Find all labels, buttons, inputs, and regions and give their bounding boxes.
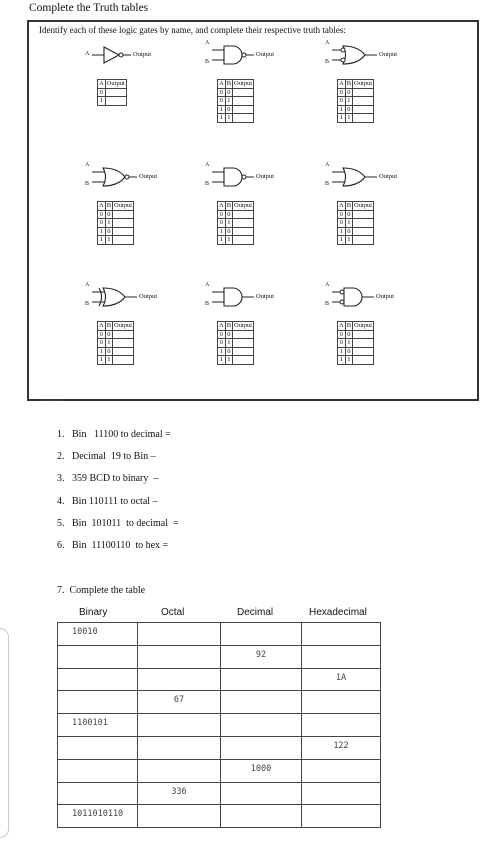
column-header-binary: Binary: [79, 607, 108, 618]
truth-table-row: 1 1: [338, 236, 374, 245]
output-cell[interactable]: [233, 219, 254, 228]
input-b-label: B: [205, 59, 210, 65]
octal-cell[interactable]: [138, 736, 221, 759]
table-row: [58, 714, 381, 737]
truth-table-row: 1 0: [218, 347, 254, 356]
conversion-table-title: 7. Complete the table: [57, 585, 146, 596]
truth-table-row: 0 1: [98, 219, 134, 228]
truth-table-header: A B Output: [339, 80, 373, 88]
output-cell[interactable]: [113, 339, 134, 348]
truth-table-row: 1 0: [338, 227, 374, 236]
truth-table-row: 0 0: [218, 210, 254, 219]
hexadecimal-cell[interactable]: [302, 759, 381, 782]
input-a-label: A: [205, 282, 210, 288]
gates-instruction: Identify each of these logic gates by name, and complete their respective truth tables:: [39, 25, 346, 35]
truth-table-row: 1 1: [98, 356, 134, 365]
input-a-label: A: [205, 162, 210, 168]
truth-table-row: 0 0: [338, 330, 374, 339]
truth-table: [217, 79, 254, 123]
output-label: Output: [133, 51, 152, 58]
truth-table-header: A B Output: [219, 80, 253, 88]
truth-table-row: 0 0: [98, 210, 134, 219]
input-a-label: A: [325, 162, 330, 168]
truth-table: [217, 321, 254, 365]
truth-table-header: A B Output: [339, 202, 373, 210]
truth-table: [217, 201, 254, 245]
or-gate-icon: [326, 167, 386, 187]
truth-table-row: 0 1: [98, 339, 134, 348]
output-label: Output: [256, 173, 275, 180]
output-cell[interactable]: [353, 227, 374, 236]
truth-table-header: A B Output: [339, 322, 373, 330]
nor-gate-icon: [86, 167, 146, 187]
output-cell[interactable]: [353, 210, 374, 219]
output-cell[interactable]: [113, 210, 134, 219]
decimal-cell[interactable]: 92: [221, 645, 302, 668]
output-label: Output: [376, 293, 395, 300]
input-b-label: B: [85, 181, 90, 187]
truth-table-row: 0 1: [218, 339, 254, 348]
input-b-label: B: [325, 301, 330, 307]
binary-cell[interactable]: [58, 691, 138, 714]
output-label: Output: [139, 173, 158, 180]
output-cell[interactable]: [353, 347, 374, 356]
input-b-label: B: [325, 59, 330, 65]
truth-table-row: 0 0: [218, 88, 254, 97]
input-b-label: B: [325, 181, 330, 187]
truth-table-row: 0 1: [338, 97, 374, 106]
truth-table: [97, 79, 127, 106]
hexadecimal-cell[interactable]: [302, 714, 381, 737]
output-cell[interactable]: [113, 330, 134, 339]
output-cell[interactable]: [233, 330, 254, 339]
octal-cell[interactable]: [138, 759, 221, 782]
truth-table-row: 0 0: [338, 88, 374, 97]
output-label: Output: [139, 293, 158, 300]
question-item: 1. Bin 11100 to decimal =: [57, 429, 171, 440]
input-b-label: B: [85, 301, 90, 307]
output-cell[interactable]: [353, 339, 374, 348]
output-cell[interactable]: [113, 356, 134, 365]
output-cell[interactable]: [353, 88, 374, 97]
output-label: Output: [256, 51, 275, 58]
truth-table-header: A B Output: [219, 202, 253, 210]
truth-table-row: 1 1: [218, 114, 254, 123]
truth-table: [97, 201, 134, 245]
hexadecimal-cell[interactable]: [302, 645, 381, 668]
input-a-label: A: [85, 51, 90, 57]
question-item: 4. Bin 110111 to octal –: [57, 495, 158, 507]
faded-marks: ·· ·····: [40, 398, 64, 404]
output-cell[interactable]: [353, 105, 374, 114]
decimal-cell[interactable]: [221, 714, 302, 737]
output-cell[interactable]: [353, 97, 374, 106]
truth-table: [337, 201, 374, 245]
truth-table-header: A Output: [99, 80, 125, 88]
binary-cell[interactable]: 1011010110: [58, 805, 138, 828]
input-a-label: A: [325, 40, 330, 46]
truth-table-header: A B Output: [99, 322, 133, 330]
octal-cell[interactable]: [138, 645, 221, 668]
output-label: Output: [256, 293, 275, 300]
table-row: [58, 759, 381, 782]
output-cell[interactable]: [233, 105, 254, 114]
binary-cell[interactable]: [58, 782, 138, 805]
output-cell[interactable]: [113, 219, 134, 228]
output-cell[interactable]: [353, 356, 374, 365]
truth-table-header: A B Output: [99, 202, 133, 210]
truth-table: [337, 321, 374, 365]
binary-cell[interactable]: [58, 759, 138, 782]
xor-gate-icon: [86, 287, 146, 307]
binary-cell[interactable]: 10010: [58, 623, 138, 646]
truth-table-row: 1 1: [218, 356, 254, 365]
column-header-octal: Octal: [161, 607, 185, 618]
decimal-cell[interactable]: [221, 668, 302, 691]
table-row: [58, 645, 381, 668]
output-label: Output: [379, 51, 398, 58]
truth-table-row: 0 1: [338, 339, 374, 348]
page-heading: Complete the Truth tables: [29, 2, 149, 14]
table-row: [58, 736, 381, 759]
question-item: 5. Bin 101011 to decimal =: [57, 517, 179, 529]
octal-cell[interactable]: [138, 714, 221, 737]
conversion-table: [57, 622, 381, 828]
output-cell[interactable]: [353, 236, 374, 245]
truth-table-row: 0 1: [338, 219, 374, 228]
table-row: [58, 623, 381, 646]
output-cell[interactable]: [233, 227, 254, 236]
table-row: [58, 805, 381, 828]
hexadecimal-cell[interactable]: [302, 623, 381, 646]
output-cell[interactable]: [113, 236, 134, 245]
truth-table-row: 0 1: [218, 97, 254, 106]
input-a-label: A: [205, 40, 210, 46]
output-cell[interactable]: [233, 356, 254, 365]
binary-cell[interactable]: [58, 736, 138, 759]
truth-table-row: 1 0: [218, 105, 254, 114]
logic-gates-panel: [27, 20, 479, 401]
question-item: 2. Decimal 19 to Bin –: [57, 451, 156, 463]
truth-table: [97, 321, 134, 365]
octal-cell[interactable]: 336: [138, 782, 221, 805]
hexadecimal-cell[interactable]: [302, 691, 381, 714]
output-cell[interactable]: [233, 347, 254, 356]
output-cell[interactable]: [105, 88, 126, 97]
output-cell[interactable]: [353, 330, 374, 339]
decimal-cell[interactable]: [221, 736, 302, 759]
decimal-cell[interactable]: [221, 805, 302, 828]
output-cell[interactable]: [353, 114, 374, 123]
output-cell[interactable]: [233, 236, 254, 245]
truth-table-row: 1 0: [98, 347, 134, 356]
table-row: [58, 691, 381, 714]
output-cell[interactable]: [113, 227, 134, 236]
column-header-decimal: Decimal: [237, 607, 274, 618]
truth-table-row: 1 1: [338, 114, 374, 123]
binary-cell[interactable]: 1100101: [58, 714, 138, 737]
truth-table-row: 1 0: [218, 227, 254, 236]
truth-table-row: 0 0: [338, 210, 374, 219]
truth-table: [337, 79, 374, 123]
hexadecimal-cell[interactable]: [302, 782, 381, 805]
truth-table-row: 0 0: [98, 330, 134, 339]
input-b-label: B: [205, 181, 210, 187]
hexadecimal-cell[interactable]: 1A: [302, 668, 381, 691]
truth-table-row: 1 0: [338, 347, 374, 356]
table-row: [58, 668, 381, 691]
input-b-label: B: [205, 301, 210, 307]
truth-table-row: 1 1: [98, 236, 134, 245]
side-bracket: [0, 628, 9, 838]
output-cell[interactable]: [233, 339, 254, 348]
output-cell[interactable]: [233, 88, 254, 97]
negative-or-gate-icon: [326, 45, 386, 65]
truth-table-row: 0 0: [218, 330, 254, 339]
input-a-label: A: [325, 282, 330, 288]
hexadecimal-cell[interactable]: [302, 805, 381, 828]
output-cell[interactable]: [233, 210, 254, 219]
decimal-cell[interactable]: 1000: [221, 759, 302, 782]
questions-list: [57, 429, 179, 562]
truth-table-header: A B Output: [219, 322, 253, 330]
output-cell[interactable]: [113, 347, 134, 356]
column-header-hexadecimal: Hexadecimal: [309, 607, 367, 618]
output-cell[interactable]: [233, 97, 254, 106]
octal-cell[interactable]: [138, 623, 221, 646]
table-row: [58, 782, 381, 805]
question-item: 6. Bin 11100110 to hex =: [57, 539, 169, 551]
truth-table-row: 1 1: [218, 236, 254, 245]
output-cell[interactable]: [233, 114, 254, 123]
hexadecimal-cell[interactable]: 122: [302, 736, 381, 759]
octal-cell[interactable]: [138, 805, 221, 828]
decimal-cell[interactable]: [221, 782, 302, 805]
binary-cell[interactable]: [58, 668, 138, 691]
question-item: 3. 359 BCD to binary –: [57, 473, 159, 485]
output-cell[interactable]: [105, 97, 126, 106]
decimal-cell[interactable]: [221, 623, 302, 646]
truth-table-row: 1 0: [98, 227, 134, 236]
input-a-label: A: [85, 282, 90, 288]
decimal-cell[interactable]: [221, 691, 302, 714]
input-a-label: A: [85, 162, 90, 168]
truth-table-row: 1 1: [338, 356, 374, 365]
truth-table-row: 0: [98, 88, 127, 97]
binary-cell[interactable]: [58, 645, 138, 668]
output-label: Output: [379, 173, 398, 180]
truth-table-row: 1 0: [338, 105, 374, 114]
octal-cell[interactable]: 67: [138, 691, 221, 714]
truth-table-row: 0 1: [218, 219, 254, 228]
octal-cell[interactable]: [138, 668, 221, 691]
truth-table-row: 1: [98, 97, 127, 106]
output-cell[interactable]: [353, 219, 374, 228]
